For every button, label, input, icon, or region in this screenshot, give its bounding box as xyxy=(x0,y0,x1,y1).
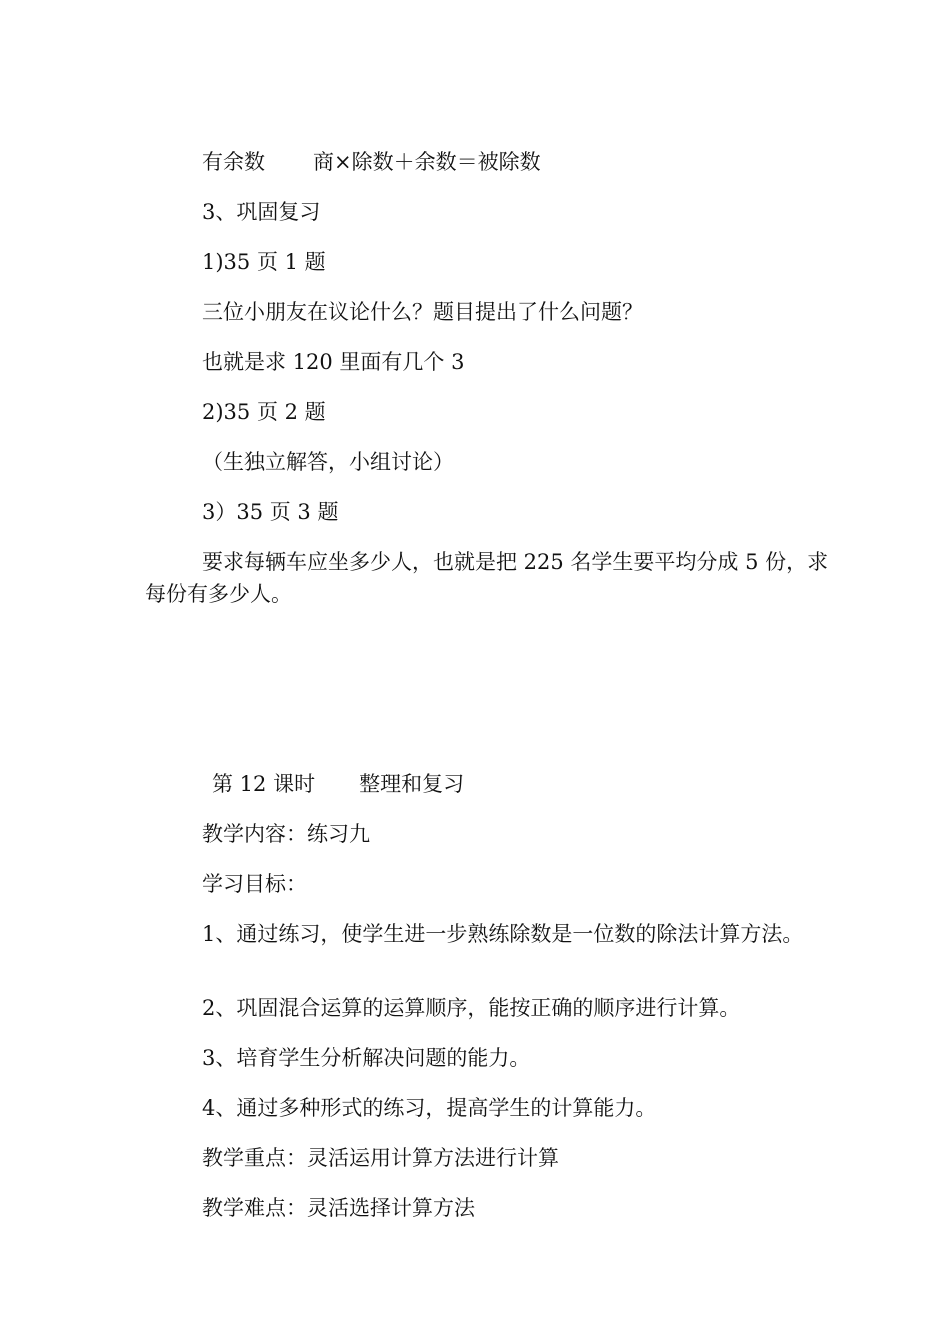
exercise-item-2: 2)35 页 2 题 xyxy=(202,400,326,424)
teaching-key-point: 教学重点：灵活运用计算方法进行计算 xyxy=(202,1146,559,1170)
exercise-item-1-question: 三位小朋友在议论什么？题目提出了什么问题？ xyxy=(202,300,643,324)
exercise-item-1: 1)35 页 1 题 xyxy=(202,250,326,274)
remainder-formula: 商×除数＋余数＝被除数 xyxy=(313,150,541,174)
remainder-label: 有余数 xyxy=(202,150,265,174)
review-heading: 3、巩固复习 xyxy=(202,200,321,224)
teaching-difficulty: 教学难点：灵活选择计算方法 xyxy=(202,1196,475,1220)
learning-goal-3: 3、培育学生分析解决问题的能力。 xyxy=(202,1046,531,1070)
remainder-line xyxy=(202,150,541,174)
learning-goal-1: 1、通过练习，使学生进一步熟练除数是一位数的除法计算方法。 xyxy=(202,922,804,946)
learning-goal-2: 2、巩固混合运算的运算顺序，能按正确的顺序进行计算。 xyxy=(202,996,741,1020)
learning-goals-heading: 学习目标： xyxy=(202,872,307,896)
exercise-item-2-note: （生独立解答，小组讨论） xyxy=(202,450,454,474)
exercise-item-1-explanation: 也就是求 120 里面有几个 3 xyxy=(202,350,465,374)
teaching-content: 教学内容：练习九 xyxy=(202,822,370,846)
exercise-item-3: 3）35 页 3 题 xyxy=(202,500,339,524)
learning-goal-4: 4、通过多种形式的练习，提高学生的计算能力。 xyxy=(202,1096,657,1120)
lesson-number: 第 12 课时 xyxy=(212,772,316,796)
exercise-item-3-explanation: 要求每辆车应坐多少人，也就是把 225 名学生要平均分成 5 份，求每份有多少人。 xyxy=(145,550,829,606)
lesson-heading xyxy=(212,772,464,796)
lesson-title: 整理和复习 xyxy=(359,772,465,796)
